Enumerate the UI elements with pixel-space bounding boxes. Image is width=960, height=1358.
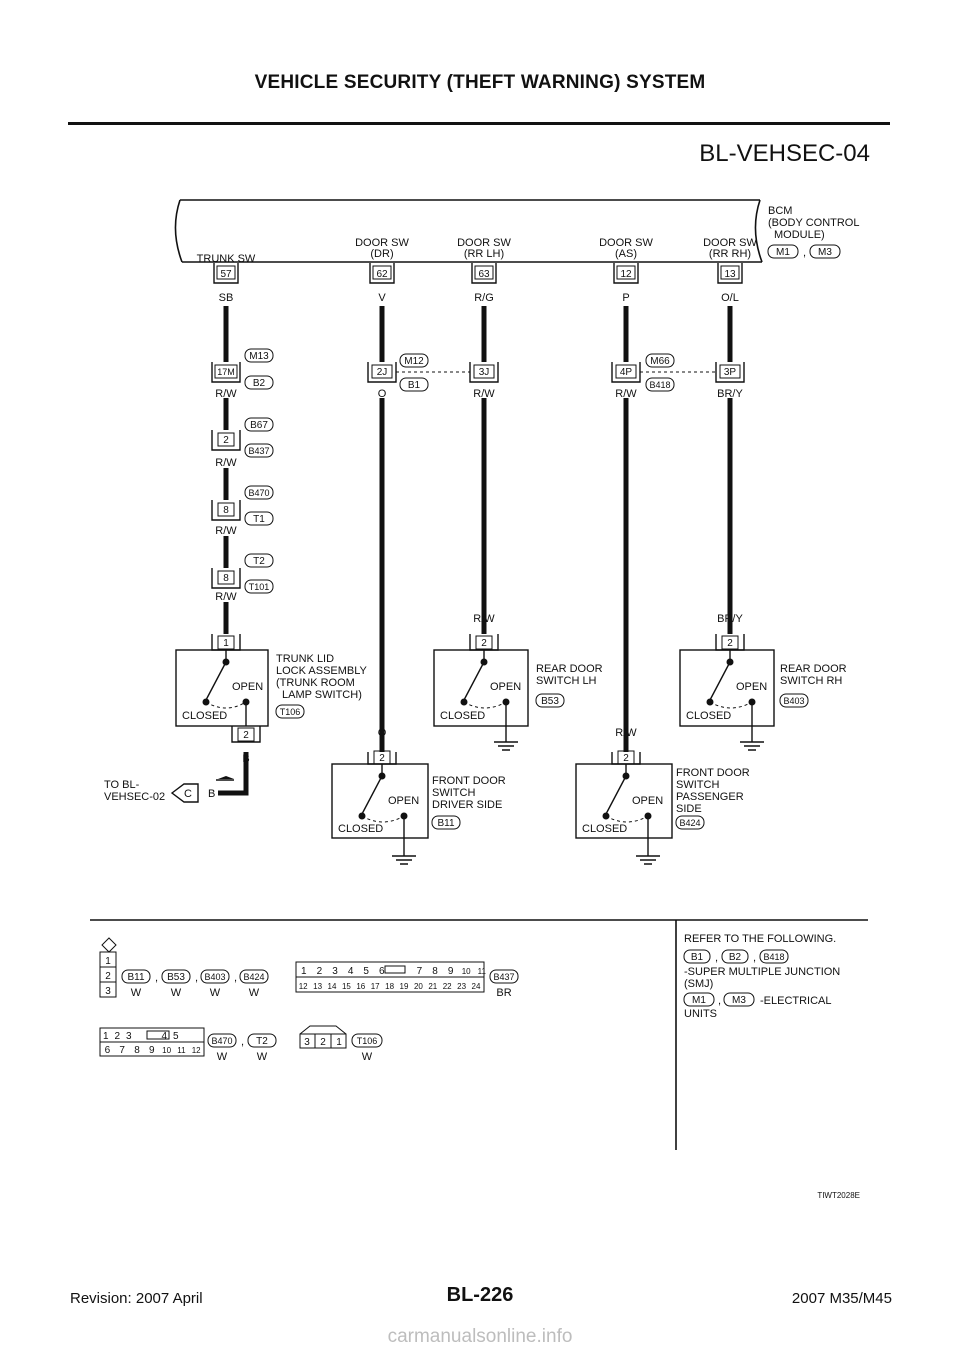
footer-revision: Revision: 2007 April [70,1290,203,1307]
svg-text:B53: B53 [541,696,559,707]
svg-text:B418: B418 [649,380,671,390]
bcm-pin-57 [214,263,238,283]
svg-text:63: 63 [478,269,490,280]
svg-text:3J: 3J [478,367,490,378]
bcm-pin-13 [718,263,742,283]
svg-text:,: , [155,972,159,984]
svg-text:W: W [216,1051,228,1063]
figure-code: TIWT2028E [817,1191,860,1200]
offpage-connector-c [104,776,234,803]
junction-b470 [212,486,273,537]
pin-number: 5 [363,966,369,977]
svg-text:2J: 2J [376,367,388,378]
wire-label-p: P [622,292,630,304]
pin-number: 9 [447,966,454,977]
svg-text:T1: T1 [253,514,265,525]
pin-number: 9 [149,1045,155,1056]
connector-view-3pin [100,938,268,999]
svg-text:13: 13 [724,269,736,280]
pin-number: 23 [457,982,467,991]
svg-text:-SUPER MULTIPLE JUNCTION(SMJ): -SUPER MULTIPLE JUNCTION (SMJ) [684,966,841,990]
svg-text:B11: B11 [127,972,145,983]
svg-text:T2: T2 [253,556,265,567]
svg-text:M12: M12 [404,356,424,367]
svg-text:B: B [242,753,250,765]
pin-number: 11 [177,1046,186,1055]
svg-text:REAR DOORSWITCH LH: REAR DOOR SWITCH LH [536,663,603,687]
svg-text:B424: B424 [679,818,701,828]
wire-label-rg: R/G [474,292,494,304]
pin-number: 12 [298,982,308,991]
svg-text:W: W [361,1051,373,1063]
bcm-connector-m3 [810,245,840,258]
pin-number: 8 [134,1045,140,1056]
svg-text:R/W: R/W [615,727,637,739]
svg-text:8: 8 [223,573,229,584]
pin-number: 21 [428,982,438,991]
pin-number: 19 [399,982,409,991]
svg-text:M3: M3 [732,995,746,1006]
pin-number: 20 [413,982,423,991]
pin-number: 16 [356,982,366,991]
bcm-pin-label-rrrh: DOOR SW (RR RH) [703,237,757,260]
diagram-id: BL-VEHSEC-04 [699,140,870,167]
connector-view-t106 [300,1026,382,1063]
wire-label-sb: SB [218,292,234,304]
svg-text:3P: 3P [723,367,737,378]
page-title: VEHICLE SECURITY (THEFT WARNING) SYSTEM [254,72,706,93]
svg-text:T2: T2 [256,1036,268,1047]
svg-text:,: , [803,247,807,259]
pin-number: 1 [102,1031,109,1042]
svg-text:O: O [377,388,387,400]
bcm-pin-label-dr: DOOR SW (DR) [355,237,409,260]
pin-number: 22 [442,982,452,991]
svg-text:OPEN: OPEN [736,681,768,693]
svg-text:M66: M66 [650,356,670,367]
svg-text:12: 12 [620,269,632,280]
svg-text:REAR DOORSWITCH RH: REAR DOOR SWITCH RH [780,663,847,687]
svg-text:B11: B11 [437,818,455,829]
svg-text:FRONT DOORSWITCHDRIVER SIDE: FRONT DOOR SWITCH DRIVER SIDE [432,775,506,811]
wire-label-v: V [378,292,386,304]
switch-rear-door-rh [680,613,847,750]
pin-number: 8 [432,966,438,977]
pin-number: 7 [119,1045,125,1056]
svg-text:B470: B470 [248,488,270,498]
pin-number: 10 [461,967,471,976]
svg-text:57: 57 [220,269,232,280]
svg-text:,: , [715,952,719,964]
svg-text:2: 2 [320,1037,326,1048]
svg-text:B2: B2 [728,952,742,963]
junction-t2 [212,554,273,603]
svg-text:BR/Y: BR/Y [717,388,743,400]
bcm-label: BCM (BODY CONTROL MODULE) [768,205,860,241]
svg-text:R/W: R/W [615,388,637,400]
pin-number: 14 [327,982,337,991]
svg-text:B: B [208,788,216,800]
pin-number: 15 [341,982,351,991]
svg-text:1: 1 [336,1037,342,1048]
svg-text:CLOSED: CLOSED [440,710,486,722]
svg-text:REFER TO THE FOLLOWING.: REFER TO THE FOLLOWING. [684,933,837,945]
svg-text:2: 2 [223,435,229,446]
svg-text:B437: B437 [248,446,270,456]
svg-text:R/W: R/W [473,388,495,400]
svg-text:2: 2 [243,730,249,741]
junction-m12-b1 [368,354,498,400]
pin-number: 12 [191,1046,201,1055]
pin-number: 4 [347,966,354,977]
svg-text:T101: T101 [248,582,270,592]
junction-b67 [212,418,273,469]
bcm-pin-63 [472,263,496,283]
bcm-pin-label-trunk: TRUNK SW [196,253,256,265]
svg-text:CLOSED: CLOSED [582,823,628,835]
pin-number: 17 [370,982,380,991]
svg-text:M1: M1 [776,247,790,258]
svg-text:FRONT DOORSWITCHPASSENGERSIDE: FRONT DOOR SWITCH PASSENGER SIDE [676,767,750,815]
bcm-pin-label-rrlh: DOOR SW (RR LH) [457,237,511,260]
svg-text:B1: B1 [407,380,421,391]
switch-front-door-passenger [576,727,750,864]
svg-text:O: O [377,727,387,739]
pin-number: 2 [316,966,323,977]
pin-number: 18 [385,982,395,991]
reference-panel [684,933,840,1020]
svg-text:B53: B53 [167,972,185,983]
pin-number: 5 [172,1031,179,1042]
svg-text:OPEN: OPEN [632,795,664,807]
bcm-pin-62 [370,263,394,283]
svg-text:B424: B424 [243,972,265,982]
bcm-connector-m1 [768,245,798,258]
switch-front-door-driver [332,727,506,864]
pin-number: 10 [162,1046,172,1055]
svg-text:17M: 17M [217,367,235,377]
svg-text:R/W: R/W [215,591,237,603]
svg-text:3: 3 [105,986,111,997]
svg-text:2: 2 [105,971,111,982]
pin-number: 2 [114,1031,121,1042]
svg-text:8: 8 [223,505,229,516]
svg-text:M13: M13 [249,351,269,362]
svg-text:BR: BR [496,987,512,999]
connector-view-24pin [296,962,518,999]
svg-text:W: W [256,1051,268,1063]
svg-text:R/W: R/W [215,388,237,400]
svg-text:1: 1 [223,638,229,649]
svg-text:,: , [753,952,757,964]
connector-view-12pin [100,1028,276,1063]
pin-number: 7 [416,966,423,977]
watermark: carmanualsonline.info [387,1326,573,1347]
svg-text:3: 3 [304,1037,310,1048]
svg-text:B418: B418 [763,952,785,962]
svg-text:CLOSED: CLOSED [338,823,384,835]
svg-text:M1: M1 [692,995,706,1006]
pin-number: 13 [313,982,323,991]
bcm-pin-12 [614,263,638,283]
svg-text:B403: B403 [204,972,226,982]
pin-number: 24 [471,982,481,991]
svg-text:W: W [209,987,221,999]
svg-text:B470: B470 [211,1036,233,1046]
svg-text:OPEN: OPEN [232,681,264,693]
footer-model: 2007 M35/M45 [791,1290,892,1307]
svg-text:,: , [234,972,238,984]
svg-text:R/W: R/W [215,525,237,537]
svg-text:OPEN: OPEN [388,795,420,807]
wire-label-ol: O/L [721,292,739,304]
footer-page-number: BL-226 [446,1284,514,1306]
svg-text:,: , [195,972,199,984]
svg-text:2: 2 [727,638,733,649]
svg-text:2: 2 [623,753,629,764]
svg-text:B67: B67 [250,420,268,431]
svg-text:,: , [241,1036,245,1048]
junction-17m [212,349,273,400]
svg-text:R/W: R/W [473,613,495,625]
svg-text:B2: B2 [252,378,266,389]
svg-text:M3: M3 [818,247,832,258]
svg-text:B437: B437 [493,972,515,982]
svg-text:T106: T106 [279,707,301,717]
svg-text:2: 2 [481,638,487,649]
svg-text:,: , [718,995,722,1007]
svg-text:TRUNK LIDLOCK ASSEMBLY(TRUNK R: TRUNK LID LOCK ASSEMBLY (TRUNK ROOM LAMP SWITCH) [276,653,367,701]
pin-number: 4 [161,1031,168,1042]
svg-text:B403: B403 [783,696,805,706]
pin-number: 11 [477,967,486,976]
svg-text:R/W: R/W [215,457,237,469]
pin-number: 1 [301,966,307,977]
svg-text:-ELECTRICALUNITS: -ELECTRICAL UNITS [684,995,832,1020]
svg-text:1: 1 [105,956,111,967]
pin-number: 3 [125,1031,132,1042]
svg-text:W: W [248,987,260,999]
svg-text:OPEN: OPEN [490,681,522,693]
pin-number: 3 [332,966,338,977]
svg-text:BR/Y: BR/Y [717,613,743,625]
switch-trunk-lid [176,634,368,765]
svg-text:CLOSED: CLOSED [182,710,228,722]
bcm-pin-label-as: DOOR SW (AS) [599,237,653,260]
svg-text:B1: B1 [690,952,704,963]
svg-text:62: 62 [376,269,388,280]
svg-text:C: C [184,788,192,800]
switch-rear-door-lh [434,613,603,750]
pin-number: 6 [104,1045,111,1056]
svg-text:2: 2 [379,753,385,764]
pin-number: 6 [379,966,385,977]
svg-text:W: W [170,987,182,999]
svg-text:TO BL-VEHSEC-02: TO BL-VEHSEC-02 [104,779,166,803]
svg-text:CLOSED: CLOSED [686,710,732,722]
svg-text:T106: T106 [356,1036,378,1046]
junction-m66-b418 [612,354,744,400]
svg-text:W: W [130,987,142,999]
svg-text:4P: 4P [619,367,633,378]
